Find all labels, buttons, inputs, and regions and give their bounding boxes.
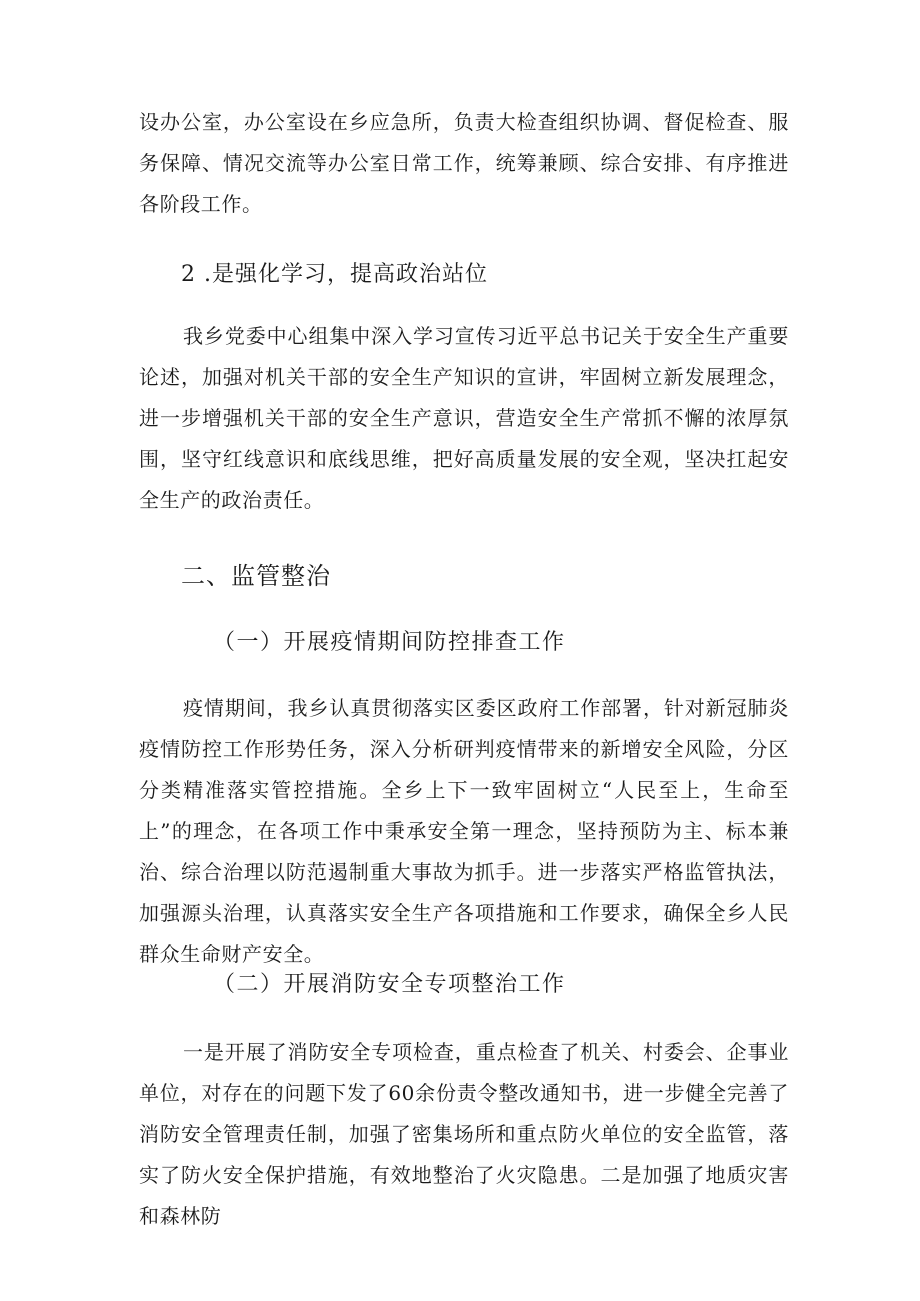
heading-supervision: 二、监管整治	[181, 562, 331, 590]
heading-study: 2 .是强化学习，提高政治站位	[181, 262, 488, 287]
heading-fire-safety: （二）开展消防安全专项整治工作	[213, 972, 566, 997]
paragraph-study: 我乡党委中心组集中深入学习宣传习近平总书记关于安全生产重要论述，加强对机关干部的安全生产知识的宣讲，牢固树立新发展理念，进一步增强机关干部的安全生产意识，营造安全生产常抓不懈的浓厚氛围，坚守红线意识和底线思维，把好高质量发展的安全观，坚决扛起安全生产的政治责任。	[139, 324, 789, 512]
paragraph-office-setup: 设办公室，办公室设在乡应急所，负责大检查组织协调、督促检查、服务保障、情况交流等办公室日常工作，统筹兼顾、综合安排、有序推进各阶段工作。	[139, 110, 789, 216]
paragraph-fire-safety: 一是开展了消防安全专项检查，重点检查了机关、村委会、企事业单位，对存在的问题下发了60余份责令整改通知书，进一步健全完善了消防安全管理责任制，加强了密集场所和重点防火单位的安全监管，落实了防火安全保护措施，有效地整治了火灾隐患。二是加强了地质灾害和森林防	[139, 1040, 789, 1228]
paragraph-epidemic: 疫情期间，我乡认真贯彻落实区委区政府工作部署，针对新冠肺炎疫情防控工作形势任务，深入分析研判疫情带来的新增安全风险，分区分类精准落实管控措施。全乡上下一致牢固树立“人民至上，生命至上”的理念，在各项工作中秉承安全第一理念，坚持预防为主、标本兼治、综合治理以防范遏制重大事故为抓手。进一步落实严格监管执法，加强源头治理，认真落实安全生产各项措施和工作要求，确保全乡人民群众生命财产安全。	[139, 696, 789, 966]
heading-epidemic: （一）开展疫情期间防控排查工作	[213, 630, 566, 655]
